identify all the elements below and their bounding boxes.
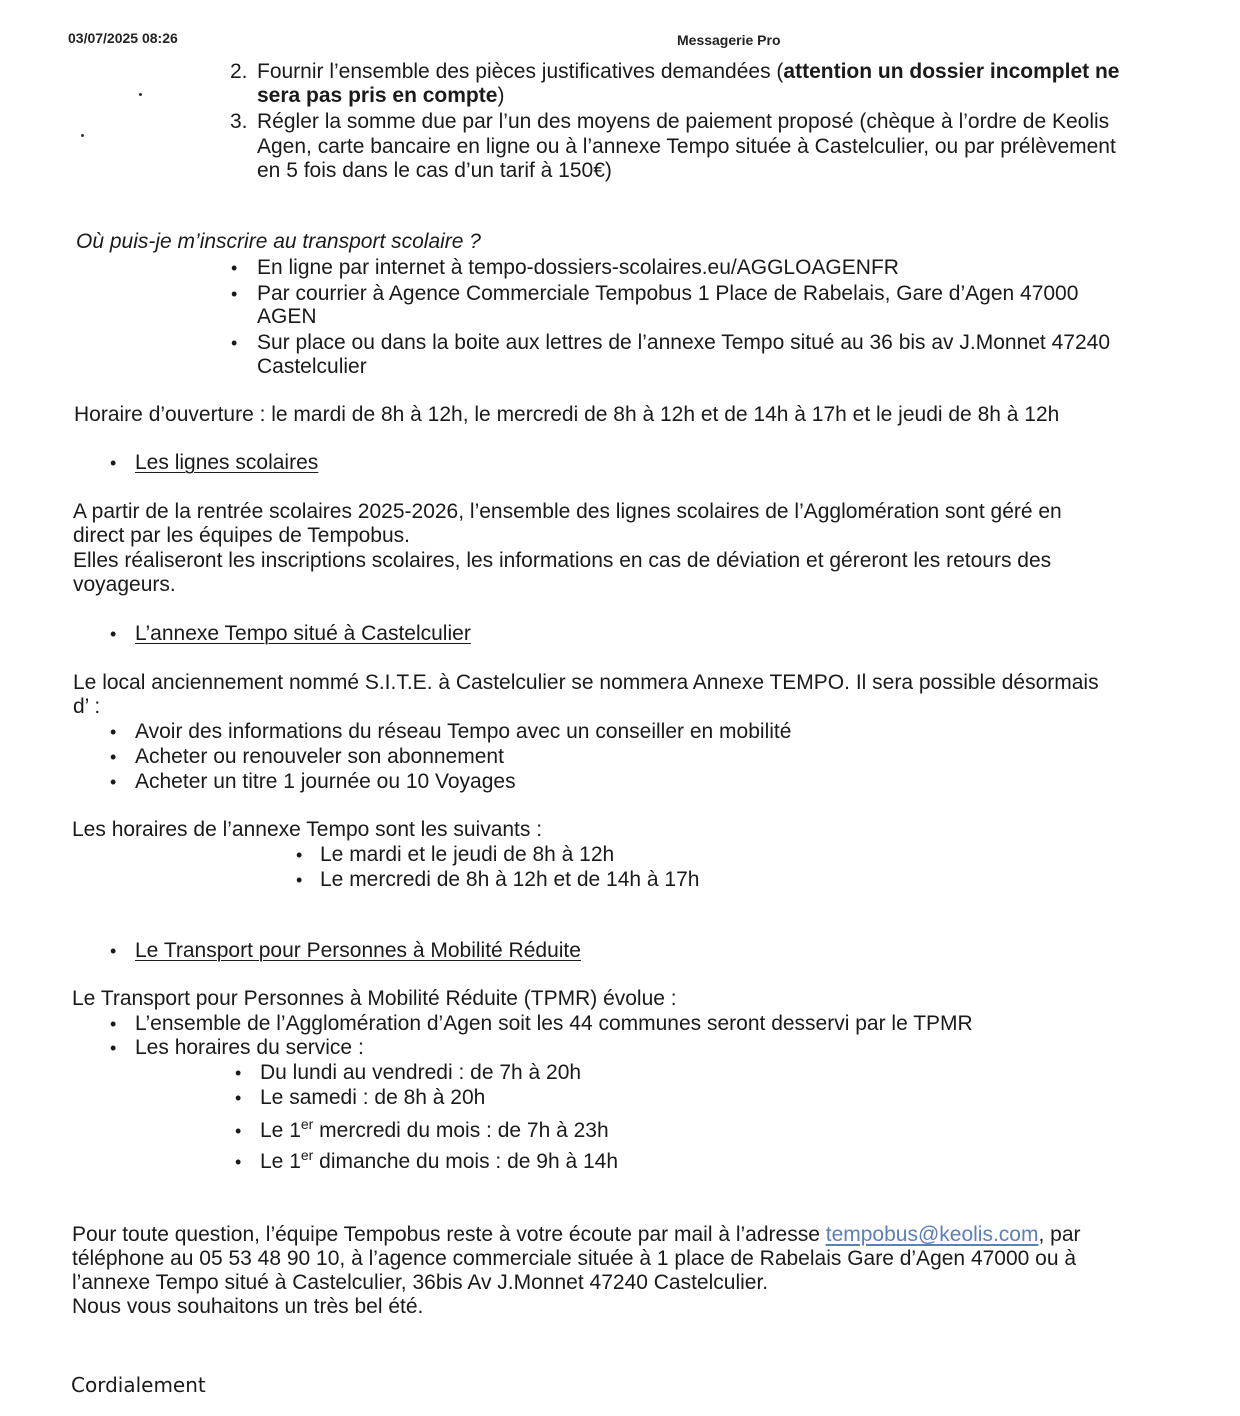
bullet-icon: • bbox=[110, 941, 117, 961]
section-heading-annexe: L’annexe Tempo situé à Castelculier bbox=[135, 622, 471, 645]
annexe-intro-line-1: Le local anciennement nommé S.I.T.E. à Castelculier se nommera Annexe TEMPO. Il sera possible désormais bbox=[73, 671, 1099, 694]
inscription-question: Où puis-je m’inscrire au transport scolaire ? bbox=[76, 230, 481, 253]
inscription-item-onsite-line-1: Sur place ou dans la boite aux lettres de l’annexe Tempo situé au 36 bis av J.Monnet 47240 bbox=[257, 331, 1111, 354]
step-3-line-3: en 5 fois dans le cas d’un tarif à 150€) bbox=[257, 159, 612, 182]
step-2-number: 2. bbox=[230, 60, 248, 83]
tpmr-hours-weekdays: Du lundi au vendredi : de 7h à 20h bbox=[260, 1061, 582, 1084]
bullet-icon: • bbox=[110, 1014, 117, 1034]
bullet-icon: • bbox=[110, 747, 117, 767]
tpmr-item-coverage: L’ensemble de l’Agglomération d’Agen soit les 44 communes seront desservi par le TPMR bbox=[135, 1012, 973, 1035]
annexe-item-ticket: Acheter un titre 1 journée ou 10 Voyages bbox=[135, 770, 516, 793]
print-timestamp: 03/07/2025 08:26 bbox=[68, 30, 178, 46]
step-2-line-1: Fournir l’ensemble des pièces justificatives demandées (attention un dossier incomplet ne bbox=[257, 60, 1120, 83]
scan-speck bbox=[81, 134, 84, 137]
section-heading-lignes: Les lignes scolaires bbox=[135, 451, 319, 474]
tpmr-hours-first-sunday: Le 1er dimanche du mois : de 9h à 14h bbox=[260, 1147, 619, 1173]
tpmr-intro: Le Transport pour Personnes à Mobilité Réduite (TPMR) évolue : bbox=[72, 987, 677, 1010]
closing-signoff: Cordialement bbox=[71, 1373, 206, 1397]
bullet-icon: • bbox=[110, 453, 117, 473]
tpmr-hours-saturday: Le samedi : de 8h à 20h bbox=[260, 1086, 486, 1109]
tpmr-item-hours: Les horaires du service : bbox=[135, 1036, 364, 1059]
bullet-icon: • bbox=[110, 624, 117, 644]
annexe-item-information: Avoir des informations du réseau Tempo avec un conseiller en mobilité bbox=[135, 720, 792, 743]
contact-line-1: Pour toute question, l’équipe Tempobus reste à votre écoute par mail à l’adresse tempobus@keolis.com, par bbox=[72, 1223, 1081, 1246]
lignes-paragraph-2-line-2: voyageurs. bbox=[73, 573, 176, 596]
tpmr-hours-first-wednesday: Le 1er mercredi du mois : de 7h à 23h bbox=[260, 1116, 609, 1142]
annexe-intro-line-2: d’ : bbox=[73, 695, 101, 718]
inscription-item-mail-line-2: AGEN bbox=[257, 305, 317, 328]
annexe-item-subscription: Acheter ou renouveler son abonnement bbox=[135, 745, 504, 768]
lignes-paragraph-1-line-2: direct par les équipes de Tempobus. bbox=[73, 524, 410, 547]
step-2-line-2: sera pas pris en compte) bbox=[257, 84, 505, 107]
bullet-icon: • bbox=[235, 1088, 242, 1108]
contact-line-3: l’annexe Tempo situé à Castelculier, 36bis Av J.Monnet 47240 Castelculier. bbox=[72, 1271, 769, 1294]
opening-hours: Horaire d’ouverture : le mardi de 8h à 12h, le mercredi de 8h à 12h et de 14h à 17h et le jeudi de 8h à 12h bbox=[74, 403, 1060, 426]
bullet-icon: • bbox=[110, 722, 117, 742]
bullet-icon: • bbox=[235, 1063, 242, 1083]
bullet-icon: • bbox=[296, 845, 303, 865]
farewell-line: Nous vous souhaitons un très bel été. bbox=[72, 1295, 424, 1318]
scan-speck bbox=[139, 93, 142, 96]
lignes-paragraph-2-line-1: Elles réaliseront les inscriptions scolaires, les informations en cas de déviation et géreront les retours des bbox=[73, 549, 1052, 572]
bullet-icon: • bbox=[110, 772, 117, 792]
bullet-icon: • bbox=[296, 870, 303, 890]
inscription-item-online: En ligne par internet à tempo-dossiers-scolaires.eu/AGGLOAGENFR bbox=[257, 256, 899, 279]
bullet-icon: • bbox=[110, 1038, 117, 1058]
annexe-hours-wed: Le mercredi de 8h à 12h et de 14h à 17h bbox=[320, 868, 700, 891]
bullet-icon: • bbox=[235, 1121, 242, 1141]
bullet-icon: • bbox=[235, 1152, 242, 1172]
app-title: Messagerie Pro bbox=[677, 32, 781, 48]
lignes-paragraph-1-line-1: A partir de la rentrée scolaires 2025-2026, l’ensemble des lignes scolaires de l’Agglomération sont géré en bbox=[73, 500, 1062, 523]
step-3-line-2: Agen, carte bancaire en ligne ou à l’annexe Tempo située à Castelculier, ou par prélèvement bbox=[257, 135, 1116, 158]
bullet-icon: • bbox=[231, 258, 238, 278]
contact-line-2: téléphone au 05 53 48 90 10, à l’agence commerciale située à 1 place de Rabelais Gare d’Agen 47000 ou à bbox=[72, 1247, 1077, 1270]
annexe-hours-tue-thu: Le mardi et le jeudi de 8h à 12h bbox=[320, 843, 615, 866]
section-heading-tpmr: Le Transport pour Personnes à Mobilité Réduite bbox=[135, 939, 581, 962]
inscription-item-mail-line-1: Par courrier à Agence Commerciale Tempobus 1 Place de Rabelais, Gare d’Agen 47000 bbox=[257, 282, 1079, 305]
inscription-item-onsite-line-2: Castelculier bbox=[257, 355, 367, 378]
bullet-icon: • bbox=[231, 333, 238, 353]
bullet-icon: • bbox=[231, 284, 238, 304]
email-link[interactable]: tempobus@keolis.com bbox=[825, 1223, 1039, 1246]
step-3-number: 3. bbox=[230, 110, 248, 133]
annexe-hours-intro: Les horaires de l’annexe Tempo sont les suivants : bbox=[72, 818, 543, 841]
step-3-line-1: Régler la somme due par l’un des moyens de paiement proposé (chèque à l’ordre de Keolis bbox=[257, 110, 1110, 133]
